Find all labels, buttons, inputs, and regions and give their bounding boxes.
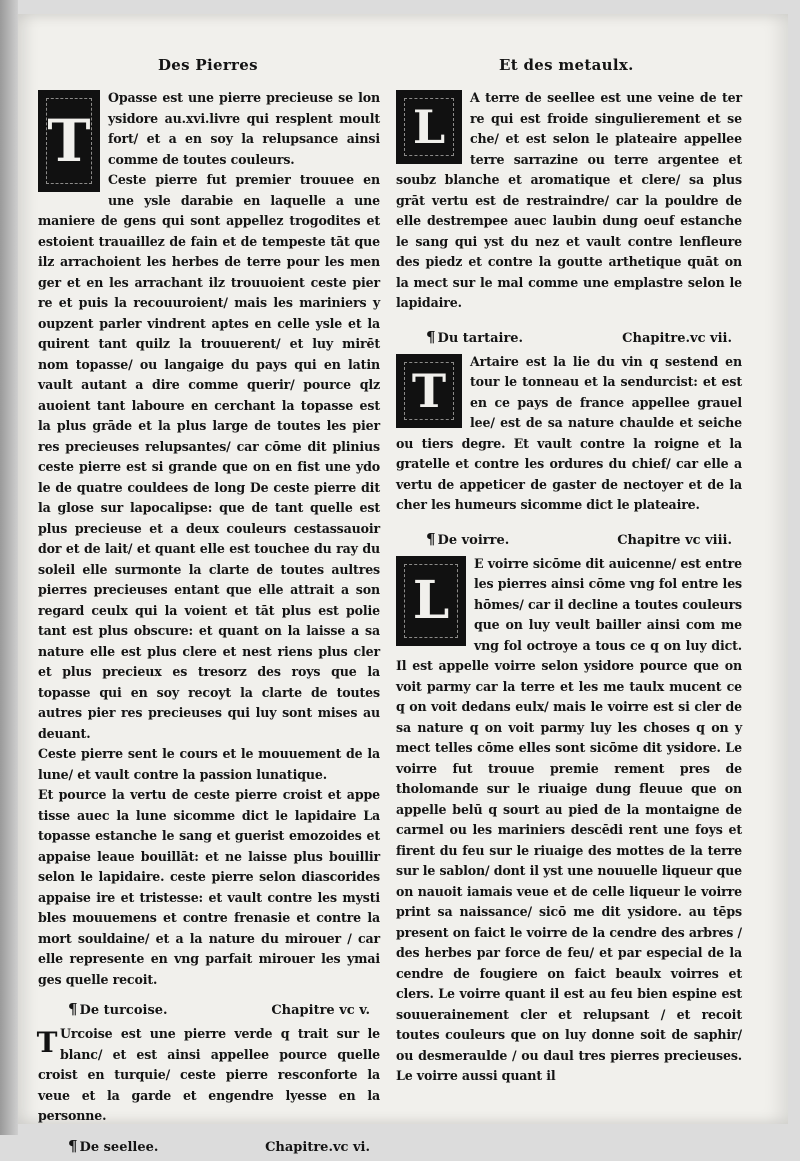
topaze-section [38, 88, 380, 990]
topaze-origin: Ceste pierre fut premier trouuee en une ysle darabie en laquelle a une maniere de gens qui sont appellez trogodites et estoient trauaillez de fain et de tempeste tāt que ilz arrachoient les herbes de terre pour les men ger et en les arrachant ilz trouuoient ceste pier re et puis la recouuroient/ mais les mariniers y oupzent parler vindrent aptes en celle ysle et la quirent tant quilz la trouuerent/ et luy mirēt nom topasse/ ou langaige du pays qui en latin vault autant a dire comme querir/ pource qlz auoient tant laboure en cerchant la topasse est la plus grāde et la plus large de toutes les pier res precieuses relupsantes/ car cōme dit plinius ceste pierre est si grande que on en fist une ydo le de quatre couldees de long De ceste pierre dit la glose sur lapocalipse: que de tant quelle est plus precieuse et a deux couleurs cestassauoir dor et de lait/ et quant elle est touchee du ray du soleil elle surmonte la clarte de toutes aultres pierres precieuses entant que elle attrait a son regard ceulx qui la voient et tāt plus est polie tant est plus obscure: et quant on la laisse a sa nature elle est plus clere et nest riens plus cler et plus precieux es tresorz des roys que la topasse qui en soy recoyt la clarte de toutes autres pier res precieuses qui luy sont mises au deuant. [38, 172, 380, 741]
illuminated-initial-l [396, 556, 466, 646]
running-head-right: Et des metaulx. [499, 56, 634, 74]
pilcrow-icon: ¶ [426, 327, 436, 346]
chapter-number: Chapitre vc v. [271, 1003, 370, 1018]
voirre-section [396, 554, 742, 1087]
chapter-title: ¶ Du tartaire. [426, 327, 524, 346]
chapter-title: ¶ De seellee. [68, 1136, 159, 1155]
chapter-number: Chapitre vc viii. [617, 532, 732, 548]
chapter-number: Chapitre.vc vii. [622, 330, 732, 346]
voirre-text: E voirre sicōme dit auicenne/ est entre les pierres ainsi cōme vng fol entre les hōmes/ car il decline a toutes couleurs que on luy veult bailler ainsi com me vng fol octroye a tous ce q on luy dict. Il est appelle voirre selon ysidore pource que on voit parmy car la terre et les me taulx mucent ce q on voit dedans eulx/ mais le voirre est si cler de sa nature q on voit parmy luy les choses q on y mect telles cōme elles sont sicōme dit ysidore. Le voirre fut trouue premie rement pres de tholomande sur le riuaige dung fleuue que on appelle belū q sourt au pied de la montaigne de carmel ou les mariniers descēdi rent une foys et firent du feu sur le riuaige des mottes de la terre sur le sablon/ dont il yst une nouuelle liqueur que on nauoit iamais veue et de celle liqueur le voirre print sa naissance/ sicō me dit ysidore. au tēps present on faict le voirre de la cendre des arbres / des herbes par force de feu/ et par especial de la cendre de fougiere on faict beaulx voirres et clers. Le voirre quant il est au feu bien espine est souuerainement cler et relupsant / et recoit toutes couleurs que on luy donne soit de saphir/ ou desmeraulde / ou daul tres pierres precieuses. Le voirre aussi quant il [396, 555, 742, 1083]
chapter-title: ¶ De voirre. [426, 529, 510, 548]
initial-ornament [46, 98, 92, 184]
left-column [36, 56, 380, 1161]
seellee-text: A terre de seellee est une veine de ter re qui est froide singulierement et se che/ et est selon le plateaire appellee terre sarrazine ou terre argentee et soubz blanche et aromatique et clere/ sa plus grāt vertu est de restraindre/ car la pouldre de elle destrempee auec laubin dung oeuf estanche le sang qui yst du nez et vault contre lenfleure des piedz et contre la goutte arthetique quāt on la mect sur le mal comme une emplastre selon le lapidaire. [396, 90, 742, 310]
initial-letter: L [412, 570, 450, 631]
initial-letter: T [411, 363, 447, 418]
initial-letter-t-small: T [36, 1025, 58, 1059]
chapter-heading-turcoise [38, 1000, 380, 1018]
turcoise-section [38, 1024, 380, 1127]
initial-ornament [404, 564, 458, 638]
topaze-virtues: Et pource la vertu de ceste pierre croist et appe tisse auec la lune sicomme dict le lapidaire La topasse estanche le sang et guerist emozoides et appaise leaue bouillāt: et ne laisse plus bouillir selon le lapidaire. ceste pierre selon diascorides appaise ire et tristesse: et vault contre les mysti bles mouuemens et contre frenasie et contre la mort souldaine/ et a la nature du mirouer / car elle represente en vng parfait mirouer les ymai ges quelle recoit. [38, 787, 380, 987]
pilcrow-icon: ¶ [68, 1000, 78, 1018]
turcoise-text: Urcoise est une pierre verde q trait sur le blanc/ et est ainsi appellee pource quelle croist en turquie/ ceste pierre resconforte la veue et la garde et engendre lyesse en la personne. [38, 1026, 380, 1123]
chapter-heading-tartaire [396, 328, 742, 346]
pilcrow-icon: ¶ [426, 529, 436, 548]
illuminated-initial-t [396, 354, 462, 428]
chapter-heading-seellee [38, 1137, 380, 1155]
initial-ornament [404, 362, 454, 420]
topaze-moon: Ceste pierre sent le cours et le mouuement de la lune/ et vault contre la passion lunatique. [38, 746, 380, 782]
right-column [396, 56, 742, 1087]
tartaire-text: Artaire est la lie du vin q sestend en tour le tonneau et la sendurcist: et est en ce pays de france appellee grauel lee/ est de sa nature chaulde et seiche ou tiers degre. Et vault contre la roigne et la gratelle et contre les ordures du chief/ car elle a vertu de appeticer de gaster de nectoyer et de la cher les humeurs sicomme dict le plateaire. [396, 353, 742, 512]
pilcrow-icon: ¶ [68, 1136, 78, 1155]
illuminated-initial-t [38, 90, 100, 192]
chapter-heading-voirre [396, 530, 742, 548]
book-page [18, 14, 788, 1155]
illuminated-initial-l [396, 90, 462, 164]
initial-ornament [404, 98, 454, 156]
tartaire-section [396, 352, 742, 516]
topaze-intro: Opasse est une pierre precieuse se lon ysidore au.xvi.livre qui resplent moult fort/ et a en soy la relupsance ainsi comme de toutes couleurs. [108, 90, 380, 167]
initial-letter: L [412, 100, 446, 154]
page-edge [0, 0, 18, 1135]
initial-letter: T [47, 107, 91, 175]
chapter-title: ¶ De turcoise. [68, 1000, 168, 1018]
seellee-section [396, 88, 742, 314]
chapter-number: Chapitre.vc vi. [265, 1139, 370, 1155]
running-head-left: Des Pierres [158, 56, 258, 74]
